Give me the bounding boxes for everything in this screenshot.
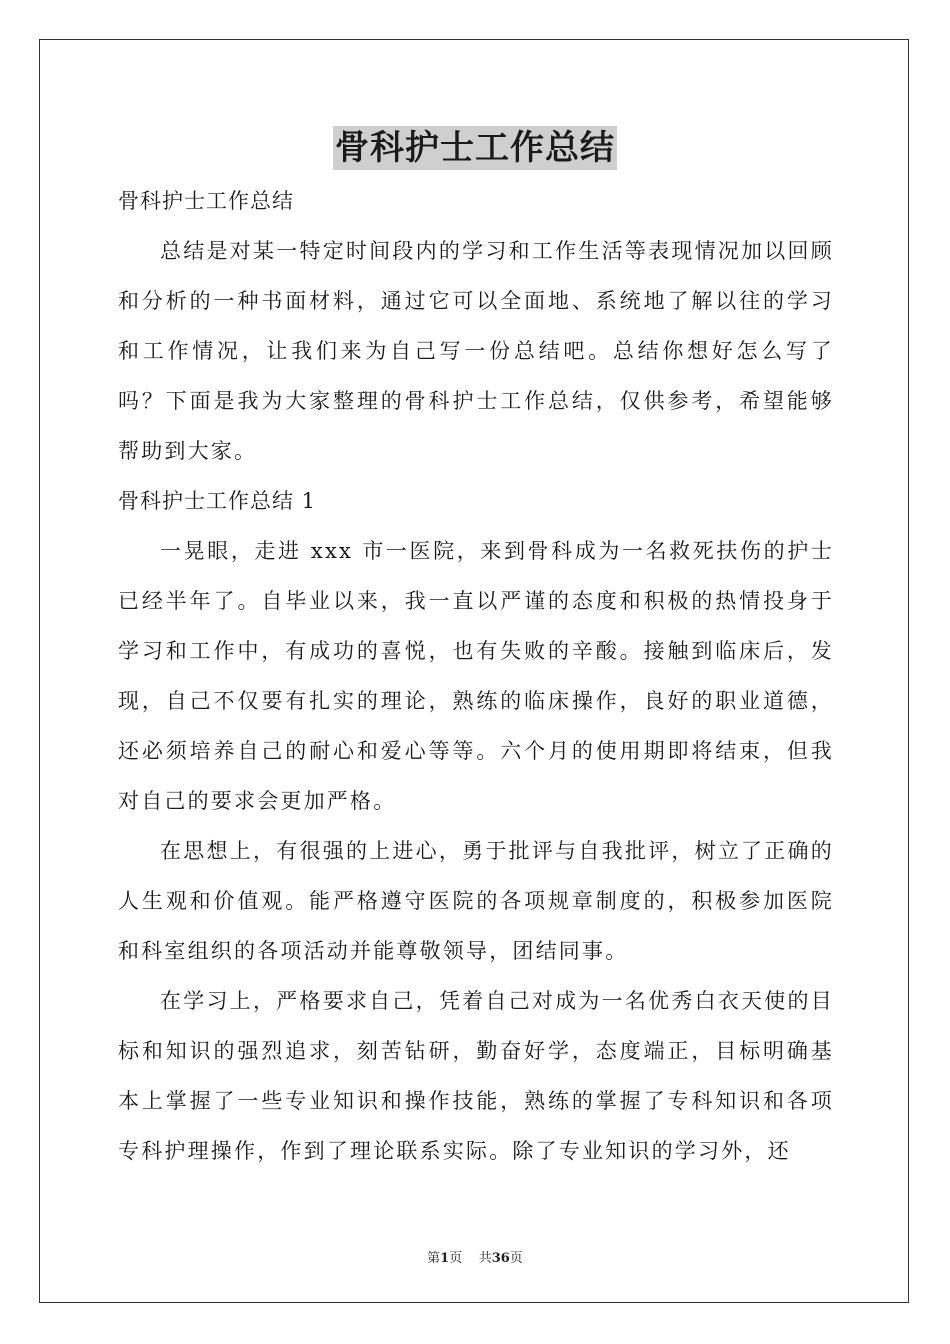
body-paragraph: 在思想上，有很强的上进心，勇于批评与自我批评，树立了正确的人生观和价值观。能严格遵守医院的各项规章制度的，积极参加医院和科室组织的各项活动并能尊敬领导，团结同事。 <box>118 839 834 963</box>
intro-paragraph: 总结是对某一特定时间段内的学习和工作生活等表现情况加以回顾和分析的一种书面材料，通过它可以全面地、系统地了解以往的学习和工作情况，让我们来为自己写一份总结吧。总结你想好怎么写了吗？下面是我为大家整理的骨科护士工作总结，仅供参考，希望能够帮助到大家。 <box>118 239 834 463</box>
total-prefix: 共 <box>478 1251 492 1266</box>
section-heading: 骨科护士工作总结 1 <box>118 489 317 513</box>
document-title: 骨科护士工作总结 <box>335 128 615 168</box>
document-subtitle: 骨科护士工作总结 <box>118 189 294 213</box>
document-body <box>118 176 834 1176</box>
total-suffix: 页 <box>509 1251 523 1266</box>
page-suffix: 页 <box>449 1251 463 1266</box>
page-prefix: 第 <box>427 1251 441 1266</box>
body-paragraph: 一晃眼，走进 xxx 市一医院，来到骨科成为一名救死扶伤的护士已经半年了。自毕业以来，我一直以严谨的态度和积极的热情投身于学习和工作中，有成功的喜悦，也有失败的辛酸。接触到临床后，发现，自己不仅要有扎实的理论，熟练的临床操作，良好的职业道德，还必须培养自己的耐心和爱心等等。六个月的使用期即将结束，但我对自己的要求会更加严格。 <box>118 539 834 813</box>
body-paragraph: 在学习上，严格要求自己，凭着自己对成为一名优秀白衣天使的目标和知识的强烈追求，刻苦钻研，勤奋好学，态度端正，目标明确基本上掌握了一些专业知识和操作技能，熟练的掌握了专科知识和各项专科护理操作，作到了理论联系实际。除了专业知识的学习外，还 <box>118 989 834 1163</box>
total-pages: 36 <box>491 1251 510 1266</box>
title-area <box>0 126 950 170</box>
page-number: 1 <box>440 1251 450 1266</box>
page-footer <box>0 1247 950 1266</box>
